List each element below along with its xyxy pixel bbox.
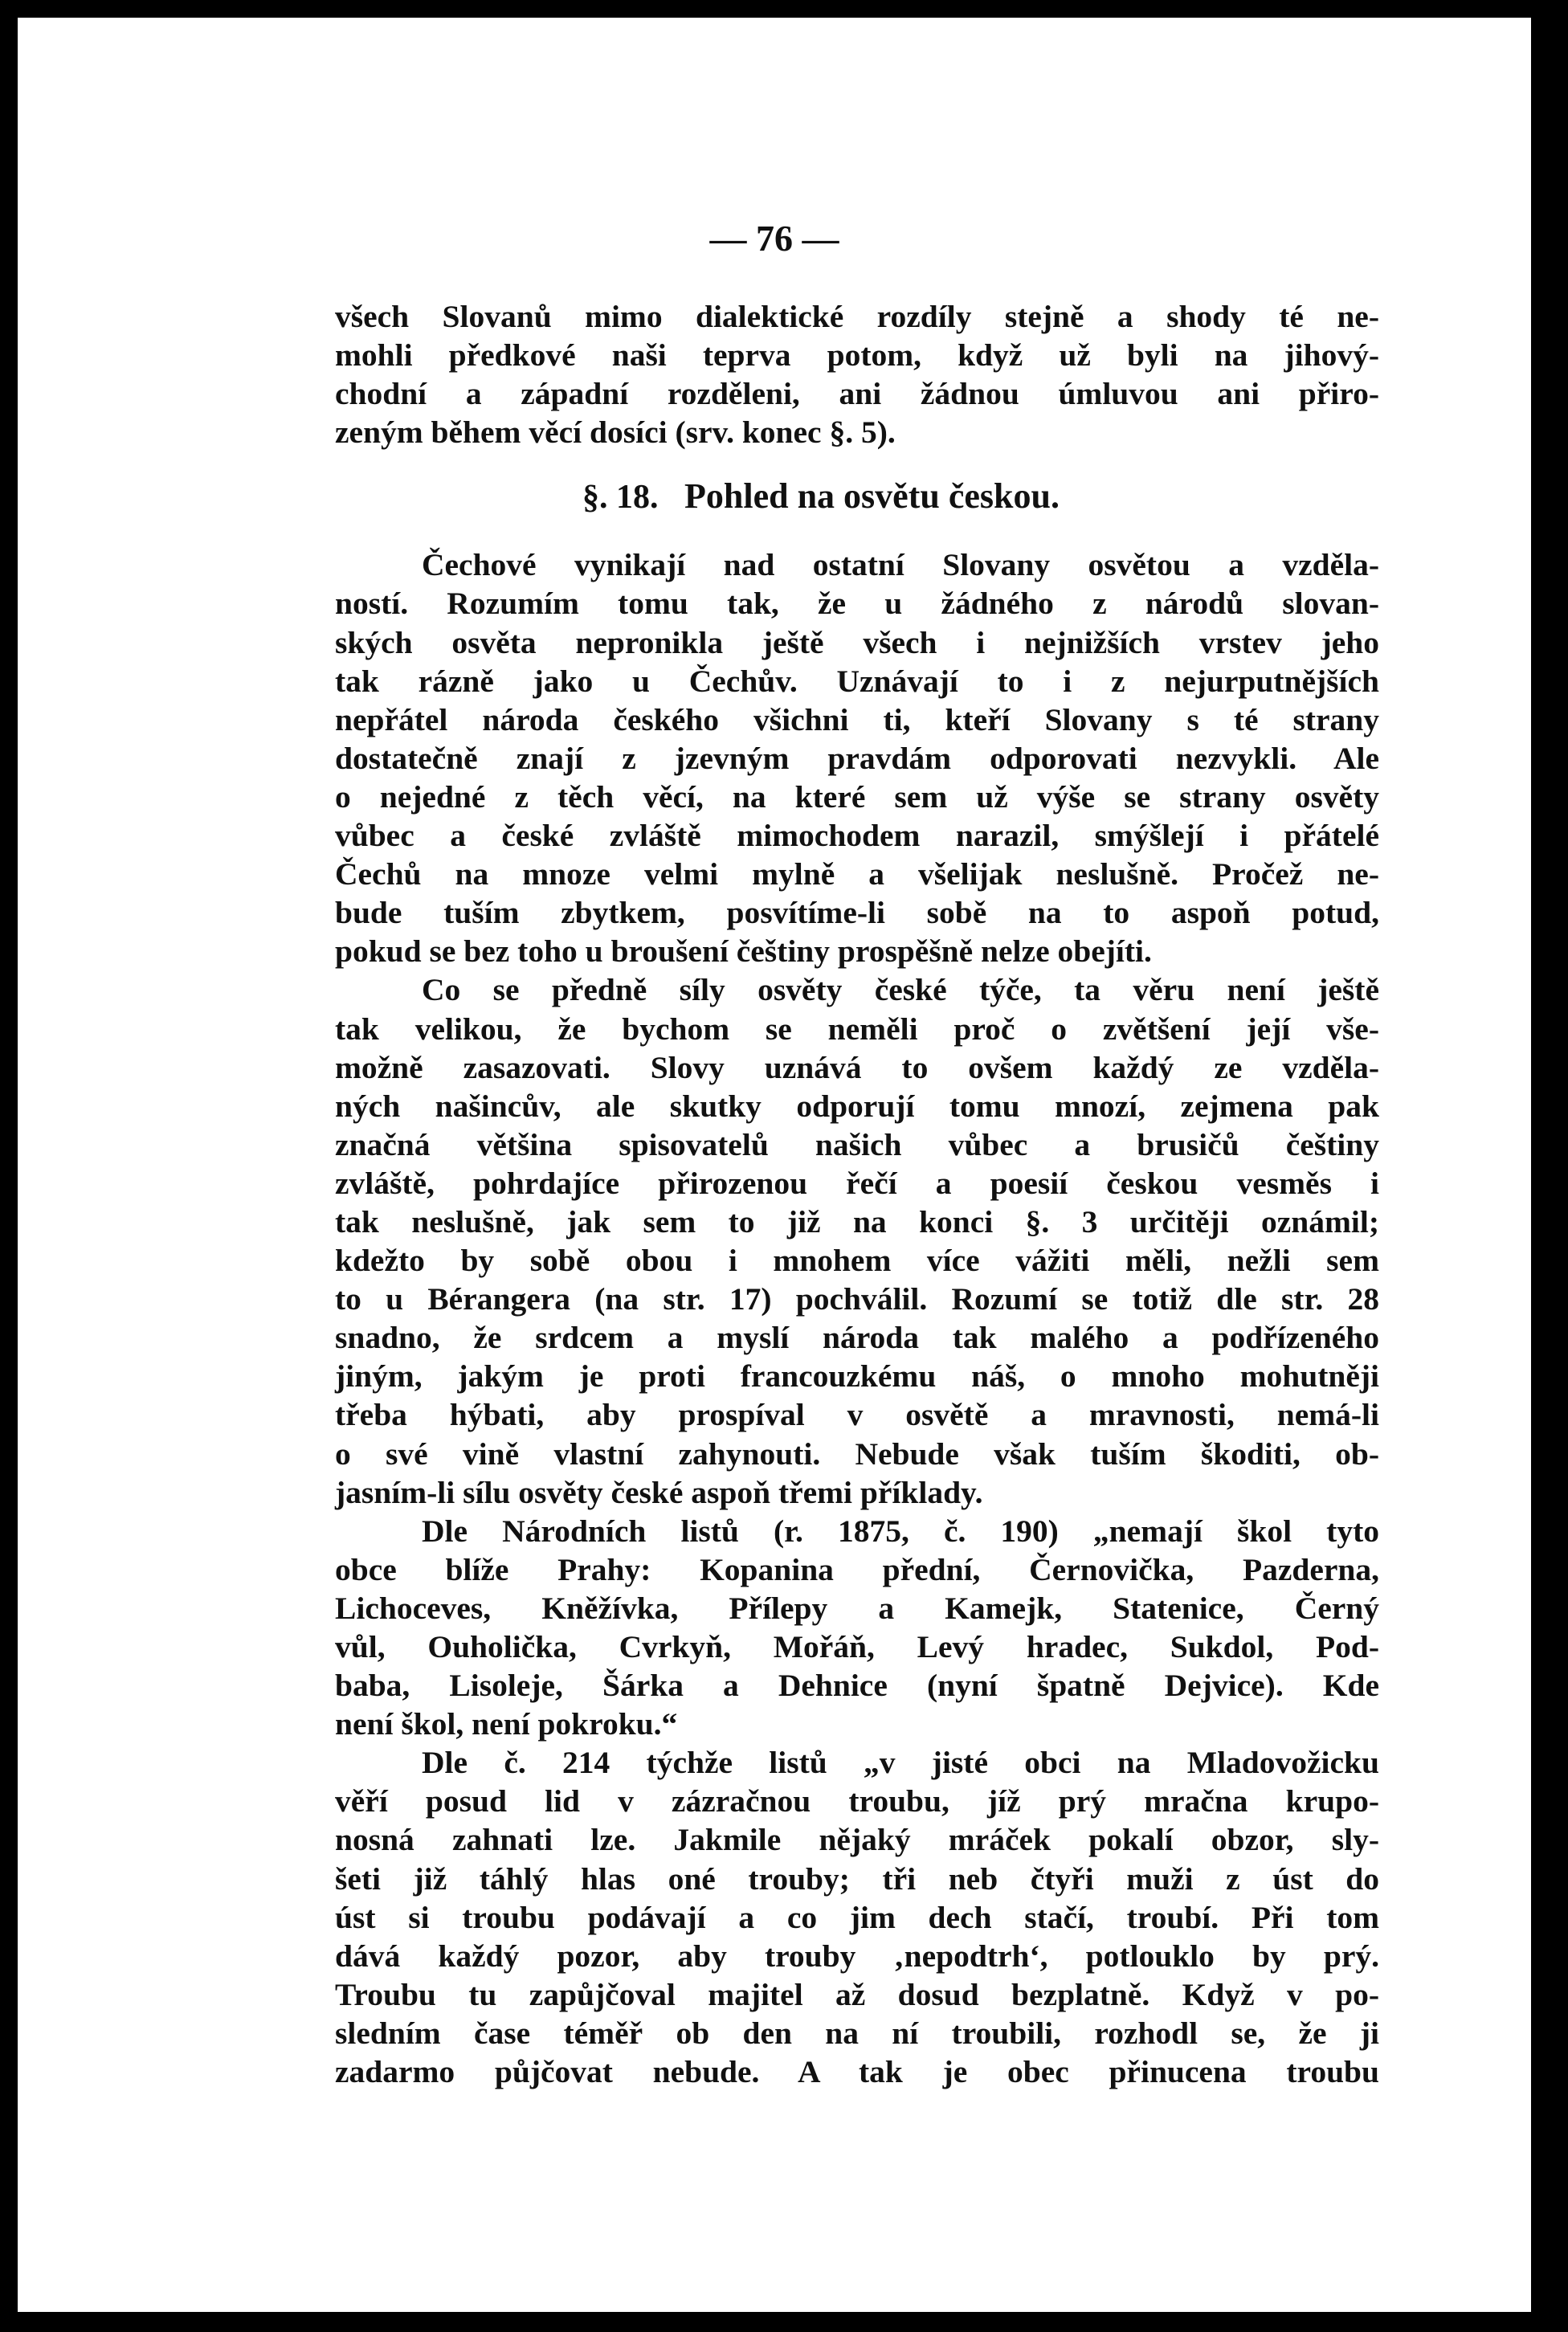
intro-paragraph xyxy=(335,297,1379,451)
text-line: zeným během věcí dosíci (srv. konec §. 5). xyxy=(335,415,896,451)
text-block xyxy=(335,297,1379,2091)
text-line: nosná zahnati lze. Jakmile nějaký mráček pokalí obzor, sly- xyxy=(335,1822,1379,1858)
text-line: úst si troubu podávají a co jim dech stačí, troubí. Při tom xyxy=(335,1899,1379,1935)
text-line: tak neslušně, jak sem to již na konci §. 3 určitěji oznámil; xyxy=(335,1203,1379,1240)
text-line: to u Bérangera (na str. 17) pochválil. Rozumí se totiž dle str. 28 xyxy=(335,1281,1379,1317)
text-line: tak rázně jako u Čechův. Uznávají to i z nejurputnějších xyxy=(335,663,1379,699)
text-line: značná většina spisovatelů našich vůbec a brusičů češtiny xyxy=(335,1126,1379,1162)
text-line: Lichoceves, Kněžívka, Přílepy a Kamejk, Statenice, Černý xyxy=(335,1590,1379,1626)
text-line: chodní a západní rozděleni, ani žádnou úmluvou ani přiro- xyxy=(335,376,1379,412)
text-line: možně zasazovati. Slovy uznává to ovšem každý ze vzděla- xyxy=(335,1049,1379,1085)
text-line: třeba hýbati, aby prospíval v osvětě a mravnosti, nemá-li xyxy=(335,1397,1379,1433)
page-number: — 76 — xyxy=(709,218,839,259)
text-line: tak velikou, že bychom se neměli proč o zvětšení její vše- xyxy=(335,1011,1379,1047)
text-line: ných našincův, ale skutky odporují tomu mnozí, zejmena pak xyxy=(335,1088,1379,1124)
text-line: obce blíže Prahy: Kopanina přední, Černovička, Pazderna, xyxy=(335,1551,1379,1587)
text-line: baba, Lisoleje, Šárka a Dehnice (nyní špatně Dejvice). Kde xyxy=(335,1668,1379,1704)
text-line: sledním čase téměř ob den na ní troubili, rozhodl se, že ji xyxy=(335,2015,1379,2051)
paragraph xyxy=(335,1512,1379,1744)
text-line: všech Slovanů mimo dialektické rozdíly stejně a shody té ne- xyxy=(335,299,1379,334)
text-line: věří posud lid v zázračnou troubu, jíž prý mračna krupo- xyxy=(335,1783,1379,1819)
text-line: šeti již táhlý hlas oné trouby; tři neb čtyři muži z úst do xyxy=(335,1860,1379,1897)
paragraph xyxy=(335,1743,1379,2091)
text-line: mohli předkové naši teprva potom, když už byli na jihový- xyxy=(335,337,1379,374)
text-line: Troubu tu zapůjčoval majitel až dosud bezplatně. Když v po- xyxy=(335,1976,1379,2012)
text-line: Dle Národních listů (r. 1875, č. 190) „nemají škol tyto xyxy=(422,1513,1379,1549)
text-line: Čechové vynikají nad ostatní Slovany osvětou a vzděla- xyxy=(422,547,1379,583)
text-line: ských osvěta nepronikla ještě všech i nejnižších vrstev jeho xyxy=(335,624,1379,660)
paragraph xyxy=(335,970,1379,1511)
section-number: §. 18. xyxy=(582,479,659,517)
text-line: Čechů na mnoze velmi mylně a všelijak neslušně. Pročež ne- xyxy=(335,856,1379,892)
text-line: kdežto by sobě obou i mnohem více vážiti měli, nežli sem xyxy=(335,1243,1379,1279)
text-line: jasním-li sílu osvěty české aspoň třemi příklady. xyxy=(335,1474,983,1510)
text-line: dostatečně znají z jzevným pravdám odporovati nezvykli. Ale xyxy=(335,740,1379,776)
text-line: nepřátel národa českého všichni ti, kteří Slovany s té strany xyxy=(335,701,1379,737)
text-line: dává každý pozor, aby trouby ‚nepodtrh‘, potlouklo by prý. xyxy=(335,1938,1379,1974)
text-line: vůl, Ouholička, Cvrkyň, Mořáň, Levý hradec, Sukdol, Pod- xyxy=(335,1629,1379,1664)
text-line: snadno, že srdcem a myslí národa tak malého a podřízeného xyxy=(335,1320,1379,1356)
text-line: bude tuším zbytkem, posvítíme-li sobě na to aspoň potud, xyxy=(335,895,1379,931)
text-line: není škol, není pokroku.“ xyxy=(335,1706,678,1742)
text-line: pokud se bez toho u broušení češtiny prospěšně nelze obejíti. xyxy=(335,933,1152,970)
text-line: zadarmo půjčovat nebude. A tak je obec přinucena troubu xyxy=(335,2054,1379,2090)
text-line: o nejedné z těch věcí, na které sem už výše se strany osvěty xyxy=(335,778,1379,815)
text-line: Co se předně síly osvěty české týče, ta věru není ještě xyxy=(422,972,1379,1008)
text-line: o své vině vlastní zahynouti. Nebude však tuším škoditi, ob- xyxy=(335,1436,1379,1472)
text-line: ností. Rozumím tomu tak, že u žádného z národů slovan- xyxy=(335,586,1379,622)
text-line: Dle č. 214 týchže listů „v jisté obci na Mladovožicku xyxy=(422,1745,1379,1781)
text-line: jiným, jakým je proti francouzkému náš, o mnoho mohutněji xyxy=(335,1358,1379,1395)
book-page xyxy=(18,18,1531,2312)
section-heading xyxy=(335,476,1379,518)
section-title: Pohled na osvětu českou. xyxy=(684,476,1060,517)
text-line: zvláště, pohrdajíce přirozenou řečí a poesií českou vesměs i xyxy=(335,1165,1379,1201)
text-line: vůbec a české zvláště mimochodem narazil, smýšlejí i přátelé xyxy=(335,818,1379,854)
paragraph xyxy=(335,545,1379,970)
